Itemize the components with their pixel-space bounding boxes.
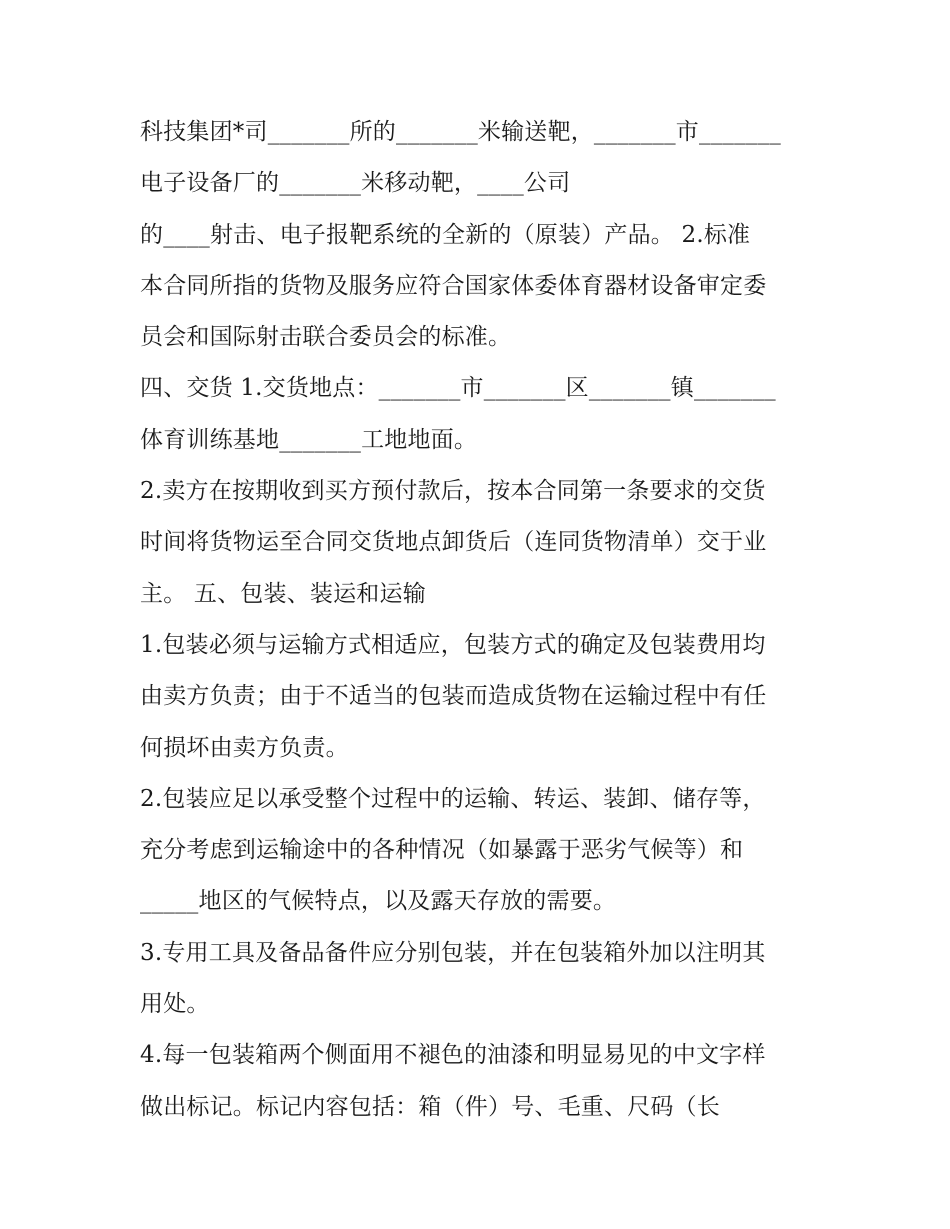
text-line: 体育训练基地_______工地地面。 bbox=[140, 426, 478, 453]
contract-body-text bbox=[140, 107, 830, 1133]
text-line: 2.包装应足以承受整个过程中的运输、转运、装卸、储存等， bbox=[140, 785, 766, 812]
text-line: 由卖方负责；由于不适当的包装而造成货物在运输过程中有任 bbox=[140, 683, 767, 710]
text-line: 用处。 bbox=[140, 991, 210, 1018]
text-line: 电子设备厂的_______米移动靶，____公司 bbox=[140, 170, 571, 197]
text-line: 本合同所指的货物及服务应符合国家体委体育器材设备审定委 bbox=[140, 272, 767, 299]
text-line: _____地区的气候特点，以及露天存放的需要。 bbox=[140, 888, 617, 915]
text-line: 的____射击、电子报靶系统的全新的（原装）产品。 2.标准 bbox=[140, 221, 751, 248]
text-line: 3.专用工具及备品备件应分别包装，并在包装箱外加以注明其 bbox=[140, 939, 766, 966]
text-line: 员会和国际射击联合委员会的标准。 bbox=[140, 324, 512, 351]
text-line: 四、交货 1.交货地点：_______市_______区_______镇_______ bbox=[140, 375, 776, 402]
text-line: 4.每一包装箱两个侧面用不褪色的油漆和明显易见的中文字样 bbox=[140, 1042, 766, 1069]
text-line: 何损坏由卖方负责。 bbox=[140, 734, 349, 761]
text-line: 2.卖方在按期收到买方预付款后，按本合同第一条要求的交货 bbox=[140, 478, 766, 505]
text-line: 科技集团*司_______所的_______米输送靶，_______市_______ bbox=[140, 119, 781, 145]
text-line: 时间将货物运至合同交货地点卸货后（连同货物清单）交于业 bbox=[140, 529, 767, 556]
text-line: 1.包装必须与运输方式相适应，包装方式的确定及包装费用均 bbox=[140, 631, 766, 658]
text-line: 充分考虑到运输途中的各种情况（如暴露于恶劣气候等）和 bbox=[140, 837, 744, 864]
text-line: 主。 五、包装、装运和运输 bbox=[140, 580, 426, 607]
text-line: 做出标记。标记内容包括：箱（件）号、毛重、尺码（长 bbox=[140, 1093, 720, 1120]
